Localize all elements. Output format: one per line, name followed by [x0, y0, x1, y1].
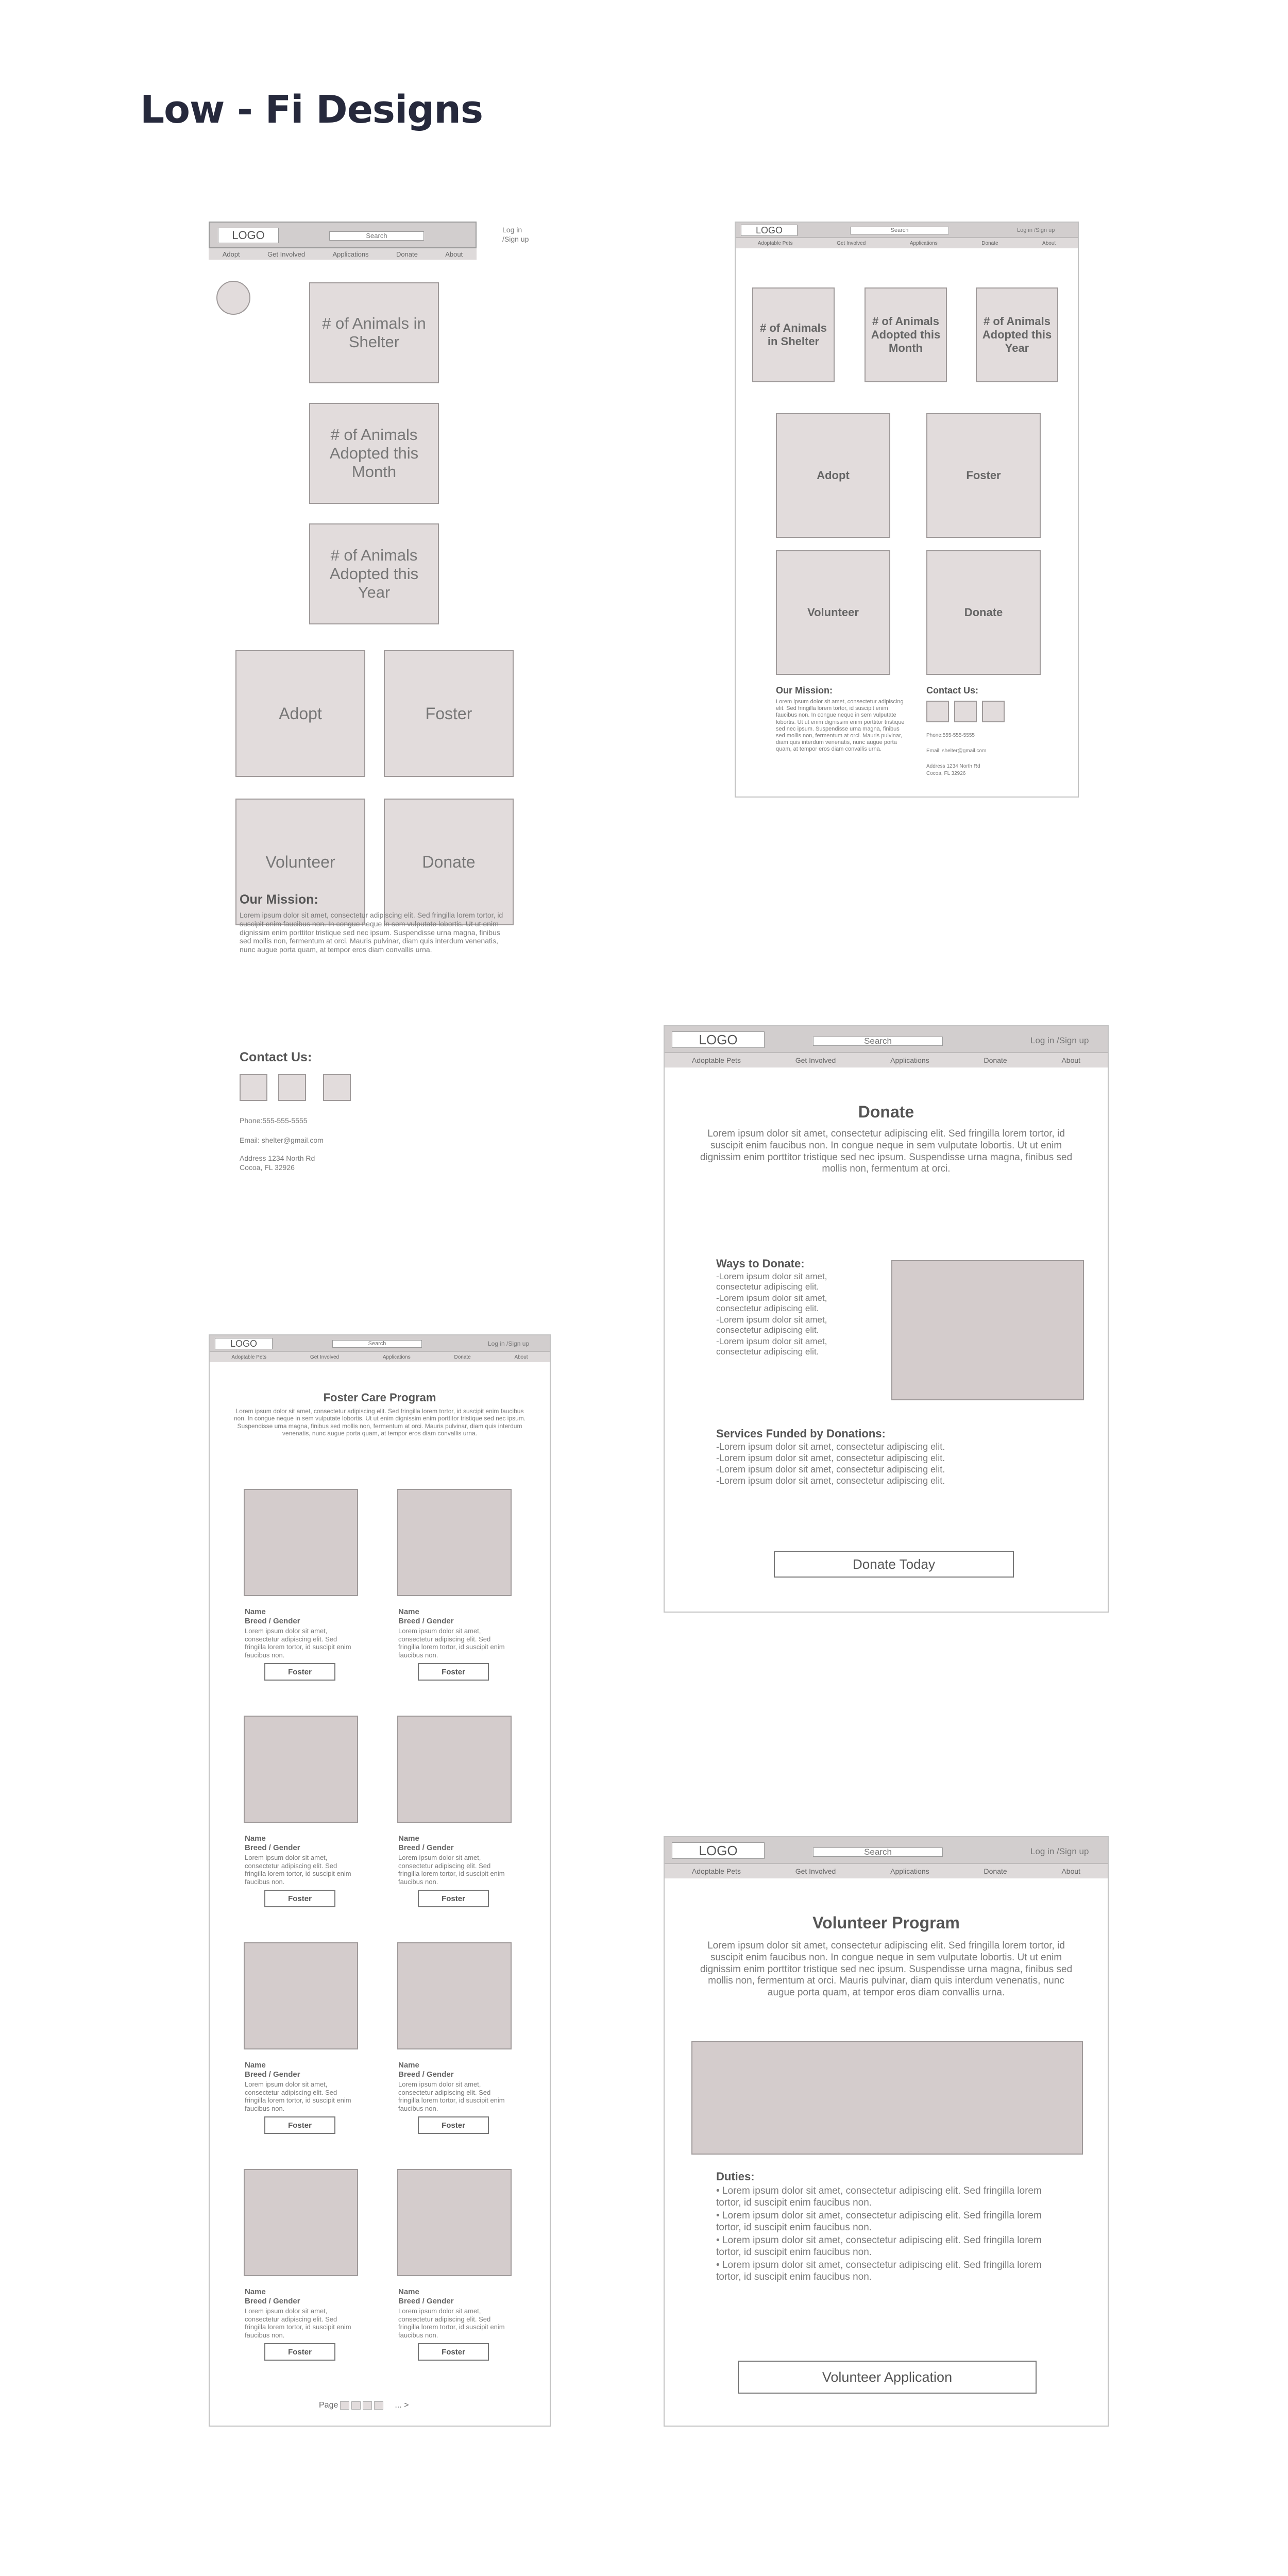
tablet-subnav — [736, 238, 1078, 248]
foster-button[interactable]: Foster — [264, 1663, 335, 1681]
volunteer-header — [665, 1837, 1108, 1864]
page-label: Page — [319, 2401, 338, 2410]
duty-item: • Lorem ipsum dolor sit amet, consectetur adipiscing elit. Sed fringilla lorem tortor, id suscipit enim faucibus non. — [716, 2185, 1042, 2208]
nav-adoptable-pets[interactable]: Adoptable Pets — [231, 1354, 267, 1360]
search-input[interactable]: Search — [850, 227, 949, 234]
page-button[interactable] — [374, 2401, 383, 2410]
nav-donate[interactable]: Donate — [396, 250, 418, 258]
nav-adoptable-pets[interactable]: Adoptable Pets — [757, 240, 793, 246]
way-item: -Lorem ipsum dolor sit amet, consectetur adipiscing elit. — [716, 1315, 827, 1335]
contact-address-2: Cocoa, FL 32926 — [926, 771, 966, 776]
pet-description: Lorem ipsum dolor sit amet, consectetur adipiscing elit. Sed fringilla lorem tortor, id suscipit enim faucibus non. — [245, 2080, 351, 2112]
contact-phone: Phone:555-555-5555 — [926, 733, 975, 738]
social-icon[interactable] — [240, 1074, 267, 1101]
duty-item: • Lorem ipsum dolor sit amet, consectetur adipiscing elit. Sed fringilla lorem tortor, id suscipit enim faucibus non. — [716, 2260, 1042, 2282]
volunteer-button[interactable]: Volunteer — [235, 799, 365, 925]
pet-name: Name — [398, 1834, 419, 1843]
login-link-line2[interactable]: /Sign up — [502, 235, 529, 243]
pet-photo[interactable] — [244, 2169, 358, 2276]
foster-intro: Lorem ipsum dolor sit amet, consectetur adipiscing elit. Sed fringilla lorem tortor, id suscipit enim faucibus non. In congue neque in sem vulputate lobortis. Ut ut enim dignissim enim porttitor tristique sed nec ipsum. Suspendisse urna magna, finibus sed mollis non, fermentum at orci. Mauris pulvinar, diam quis interdum venenatis, nunc augue porta quam, at tempor eros diam convallis urna. — [233, 1408, 526, 1437]
nav-get-involved[interactable]: Get Involved — [837, 240, 866, 246]
contact-email: Email: shelter@gmail.com — [240, 1136, 324, 1144]
search-input[interactable]: Search — [813, 1848, 943, 1857]
pet-photo[interactable] — [397, 1716, 512, 1823]
pet-breed-gender: Breed / Gender — [398, 1843, 454, 1852]
contact-phone: Phone:555-555-5555 — [240, 1116, 308, 1125]
pet-breed-gender: Breed / Gender — [245, 1843, 300, 1852]
pet-photo[interactable] — [397, 1489, 512, 1596]
foster-header — [210, 1335, 550, 1352]
search-input[interactable]: Search — [329, 231, 424, 241]
social-icon[interactable] — [926, 701, 949, 722]
volunteer-intro: Lorem ipsum dolor sit amet, consectetur adipiscing elit. Sed fringilla lorem tortor, id suscipit enim faucibus non. In congue neque in sem vulputate lobortis. Ut ut enim dignissim enim porttitor tristique sed nec ipsum. Suspendisse urna magna, finibus sed mollis non, fermentum at orci. Mauris pulvinar, diam quis interdum venenatis, nunc augue porta quam, at tempor eros diam convallis urna. — [700, 1940, 1073, 1998]
duty-item: • Lorem ipsum dolor sit amet, consectetur adipiscing elit. Sed fringilla lorem tortor, id suscipit enim faucibus non. — [716, 2235, 1042, 2258]
volunteer-application-button[interactable]: Volunteer Application — [738, 2361, 1037, 2394]
nav-applications[interactable]: Applications — [890, 1867, 929, 1875]
pet-description: Lorem ipsum dolor sit amet, consectetur adipiscing elit. Sed fringilla lorem tortor, id suscipit enim faucibus non. — [245, 1627, 351, 1659]
page-button[interactable] — [340, 2401, 349, 2410]
donate-header — [665, 1026, 1108, 1053]
nav-about[interactable]: About — [1042, 240, 1056, 246]
foster-button[interactable]: Foster — [418, 2343, 489, 2361]
stat-in-shelter: # of Animals in Shelter — [309, 282, 439, 383]
pet-photo[interactable] — [244, 1942, 358, 2049]
nav-applications[interactable]: Applications — [890, 1056, 929, 1064]
contact-heading: Contact Us: — [926, 685, 979, 696]
social-icon[interactable] — [278, 1074, 306, 1101]
pet-name: Name — [398, 2061, 419, 2070]
way-item: -Lorem ipsum dolor sit amet, consectetur adipiscing elit. — [716, 1272, 827, 1292]
logo[interactable]: LOGO — [672, 1031, 765, 1048]
nav-about[interactable]: About — [514, 1354, 528, 1360]
adopt-button[interactable]: Adopt — [235, 650, 365, 777]
nav-adoptable-pets[interactable]: Adoptable Pets — [691, 1867, 741, 1875]
stat-adopted-year: # of Animals Adopted this Year — [976, 287, 1058, 382]
search-input[interactable]: Search — [332, 1340, 422, 1348]
logo[interactable]: LOGO — [672, 1842, 765, 1859]
social-icon[interactable] — [954, 701, 977, 722]
pet-description: Lorem ipsum dolor sit amet, consectetur adipiscing elit. Sed fringilla lorem tortor, id suscipit enim faucibus non. — [398, 1627, 505, 1659]
pet-description: Lorem ipsum dolor sit amet, consectetur adipiscing elit. Sed fringilla lorem tortor, id suscipit enim faucibus non. — [398, 1854, 505, 1886]
pet-name: Name — [245, 2061, 266, 2070]
nav-donate[interactable]: Donate — [984, 1867, 1007, 1875]
foster-title: Foster Care Program — [323, 1391, 436, 1404]
pet-description: Lorem ipsum dolor sit amet, consectetur adipiscing elit. Sed fringilla lorem tortor, id suscipit enim faucibus non. — [245, 1854, 351, 1886]
logo[interactable]: LOGO — [215, 1338, 273, 1349]
page-title: Low - Fi Designs — [140, 88, 483, 132]
service-item: -Lorem ipsum dolor sit amet, consectetur adipiscing elit. — [716, 1442, 945, 1452]
nav-about[interactable]: About — [1061, 1867, 1081, 1875]
pet-photo[interactable] — [397, 2169, 512, 2276]
nav-about[interactable]: About — [445, 250, 463, 258]
pagination — [319, 2401, 409, 2410]
login-link[interactable]: Log in /Sign up — [488, 1340, 530, 1347]
mission-text: Lorem ipsum dolor sit amet, consectetur adipiscing elit. Sed fringilla lorem tortor, id suscipit enim faucibus non. In congue neque in sem vulputate lobortis. Ut ut enim dignissim enim porttitor tristique sed nec ipsum. Suspendisse urna magna, finibus sed mollis non, fermentum at orci. Mauris pulvinar, diam quis interdum venenatis, nunc augue porta quam, at tempor eros diam convallis urna. — [240, 911, 503, 954]
volunteer-subnav — [665, 1864, 1108, 1878]
donate-button[interactable]: Donate — [926, 550, 1041, 675]
foster-button[interactable]: Foster — [264, 2343, 335, 2361]
page-next[interactable]: ... > — [395, 2401, 409, 2410]
nav-donate[interactable]: Donate — [981, 240, 998, 246]
duty-item: • Lorem ipsum dolor sit amet, consectetur adipiscing elit. Sed fringilla lorem tortor, id suscipit enim faucibus non. — [716, 2210, 1042, 2233]
donate-image — [891, 1260, 1084, 1400]
page-button[interactable] — [363, 2401, 372, 2410]
ways-heading: Ways to Donate: — [716, 1257, 805, 1270]
pet-name: Name — [245, 1607, 266, 1616]
foster-button[interactable]: Foster — [264, 1890, 335, 1907]
nav-get-involved[interactable]: Get Involved — [795, 1867, 836, 1875]
foster-button[interactable]: Foster — [926, 413, 1041, 538]
mission-text: Lorem ipsum dolor sit amet, consectetur adipiscing elit. Sed fringilla lorem tortor, id suscipit enim faucibus non. In congue neque in sem vulputate lobortis. Ut ut enim dignissim enim porttitor tristique sed nec ipsum. Suspendisse urna magna, finibus sed mollis non, fermentum at orci. Mauris pulvinar, diam quis interdum venenatis, nunc augue porta quam, at tempor eros diam convallis urna. — [776, 699, 905, 753]
logo[interactable]: LOGO — [741, 225, 798, 236]
pet-name: Name — [245, 1834, 266, 1843]
donate-today-button[interactable]: Donate Today — [774, 1551, 1014, 1578]
volunteer-button[interactable]: Volunteer — [776, 550, 890, 675]
search-input[interactable]: Search — [813, 1037, 943, 1046]
service-item: -Lorem ipsum dolor sit amet, consectetur adipiscing elit. — [716, 1453, 945, 1463]
contact-address-1: Address 1234 North Rd — [240, 1154, 315, 1162]
mission-heading: Our Mission: — [240, 892, 318, 907]
pet-description: Lorem ipsum dolor sit amet, consectetur adipiscing elit. Sed fringilla lorem tortor, id suscipit enim faucibus non. — [398, 2307, 505, 2339]
login-link[interactable]: Log in /Sign up — [1017, 227, 1055, 233]
stat-adopted-month: # of Animals Adopted this Month — [865, 287, 947, 382]
tablet-header — [736, 223, 1078, 238]
foster-frame — [209, 1334, 551, 2427]
contact-address-1: Address 1234 North Rd — [926, 764, 980, 769]
nav-applications[interactable]: Applications — [332, 250, 369, 258]
contact-address-2: Cocoa, FL 32926 — [240, 1163, 295, 1172]
pet-photo[interactable] — [397, 1942, 512, 2049]
pet-breed-gender: Breed / Gender — [398, 2297, 454, 2306]
pet-photo[interactable] — [244, 1489, 358, 1596]
nav-applications[interactable]: Applications — [382, 1354, 411, 1360]
pet-breed-gender: Breed / Gender — [245, 2297, 300, 2306]
foster-subnav — [210, 1352, 550, 1362]
service-item: -Lorem ipsum dolor sit amet, consectetur adipiscing elit. — [716, 1476, 945, 1486]
pet-name: Name — [245, 2287, 266, 2296]
nav-applications[interactable]: Applications — [909, 240, 938, 246]
login-link[interactable]: Log in /Sign up — [1030, 1036, 1089, 1045]
pet-description: Lorem ipsum dolor sit amet, consectetur adipiscing elit. Sed fringilla lorem tortor, id suscipit enim faucibus non. — [398, 2080, 505, 2112]
way-item: -Lorem ipsum dolor sit amet, consectetur adipiscing elit. — [716, 1293, 827, 1314]
duties-heading: Duties: — [716, 2170, 755, 2183]
service-item: -Lorem ipsum dolor sit amet, consectetur adipiscing elit. — [716, 1464, 945, 1475]
volunteer-frame — [664, 1836, 1109, 2427]
stat-adopted-month: # of Animals Adopted this Month — [309, 403, 439, 504]
social-icon[interactable] — [982, 701, 1005, 722]
pet-photo[interactable] — [244, 1716, 358, 1823]
nav-donate[interactable]: Donate — [454, 1354, 471, 1360]
avatar[interactable] — [216, 281, 250, 315]
login-link-line1[interactable]: Log in — [502, 226, 522, 234]
pet-breed-gender: Breed / Gender — [398, 1617, 454, 1625]
nav-about[interactable]: About — [1061, 1056, 1081, 1064]
mission-heading: Our Mission: — [776, 685, 833, 696]
donate-frame — [664, 1025, 1109, 1613]
foster-button[interactable]: Foster — [418, 1890, 489, 1907]
foster-button[interactable]: Foster — [418, 2116, 489, 2134]
pet-name: Name — [398, 1607, 419, 1616]
pet-breed-gender: Breed / Gender — [245, 1617, 300, 1625]
way-item: -Lorem ipsum dolor sit amet, consectetur adipiscing elit. — [716, 1336, 827, 1357]
stat-adopted-year: # of Animals Adopted this Year — [309, 523, 439, 624]
mobile-header — [209, 222, 529, 248]
login-link[interactable]: Log in /Sign up — [1030, 1846, 1089, 1856]
services-heading: Services Funded by Donations: — [716, 1427, 886, 1440]
adopt-button[interactable]: Adopt — [776, 413, 890, 538]
logo[interactable]: LOGO — [218, 228, 279, 243]
foster-button[interactable]: Foster — [418, 1663, 489, 1681]
nav-get-involved[interactable]: Get Involved — [795, 1056, 836, 1064]
contact-heading: Contact Us: — [240, 1050, 312, 1064]
mobile-subnav — [209, 248, 477, 260]
stat-in-shelter: # of Animals in Shelter — [752, 287, 835, 382]
nav-adopt[interactable]: Adopt — [222, 250, 240, 258]
social-icon[interactable] — [323, 1074, 351, 1101]
foster-button[interactable]: Foster — [384, 650, 514, 777]
pet-description: Lorem ipsum dolor sit amet, consectetur adipiscing elit. Sed fringilla lorem tortor, id suscipit enim faucibus non. — [245, 2307, 351, 2339]
page-button[interactable] — [351, 2401, 361, 2410]
donate-button[interactable]: Donate — [384, 799, 514, 925]
contact-email: Email: shelter@gmail.com — [926, 748, 987, 754]
volunteer-title: Volunteer Program — [812, 1913, 960, 1932]
nav-get-involved[interactable]: Get Involved — [267, 250, 306, 258]
tablet-home-frame — [735, 222, 1079, 798]
donate-intro: Lorem ipsum dolor sit amet, consectetur adipiscing elit. Sed fringilla lorem tortor, id suscipit enim faucibus non. In congue neque in sem vulputate lobortis. Ut ut enim dignissim enim porttitor tristique sed nec ipsum. Suspendisse urna magna, finibus sed mollis non, fermentum at orci. — [700, 1128, 1073, 1175]
nav-adoptable-pets[interactable]: Adoptable Pets — [691, 1056, 741, 1064]
pet-name: Name — [398, 2287, 419, 2296]
donate-subnav — [665, 1053, 1108, 1067]
volunteer-image — [691, 2041, 1083, 2155]
nav-donate[interactable]: Donate — [984, 1056, 1007, 1064]
pet-breed-gender: Breed / Gender — [245, 2070, 300, 2079]
nav-get-involved[interactable]: Get Involved — [310, 1354, 340, 1360]
foster-button[interactable]: Foster — [264, 2116, 335, 2134]
pet-breed-gender: Breed / Gender — [398, 2070, 454, 2079]
donate-title: Donate — [858, 1103, 914, 1121]
